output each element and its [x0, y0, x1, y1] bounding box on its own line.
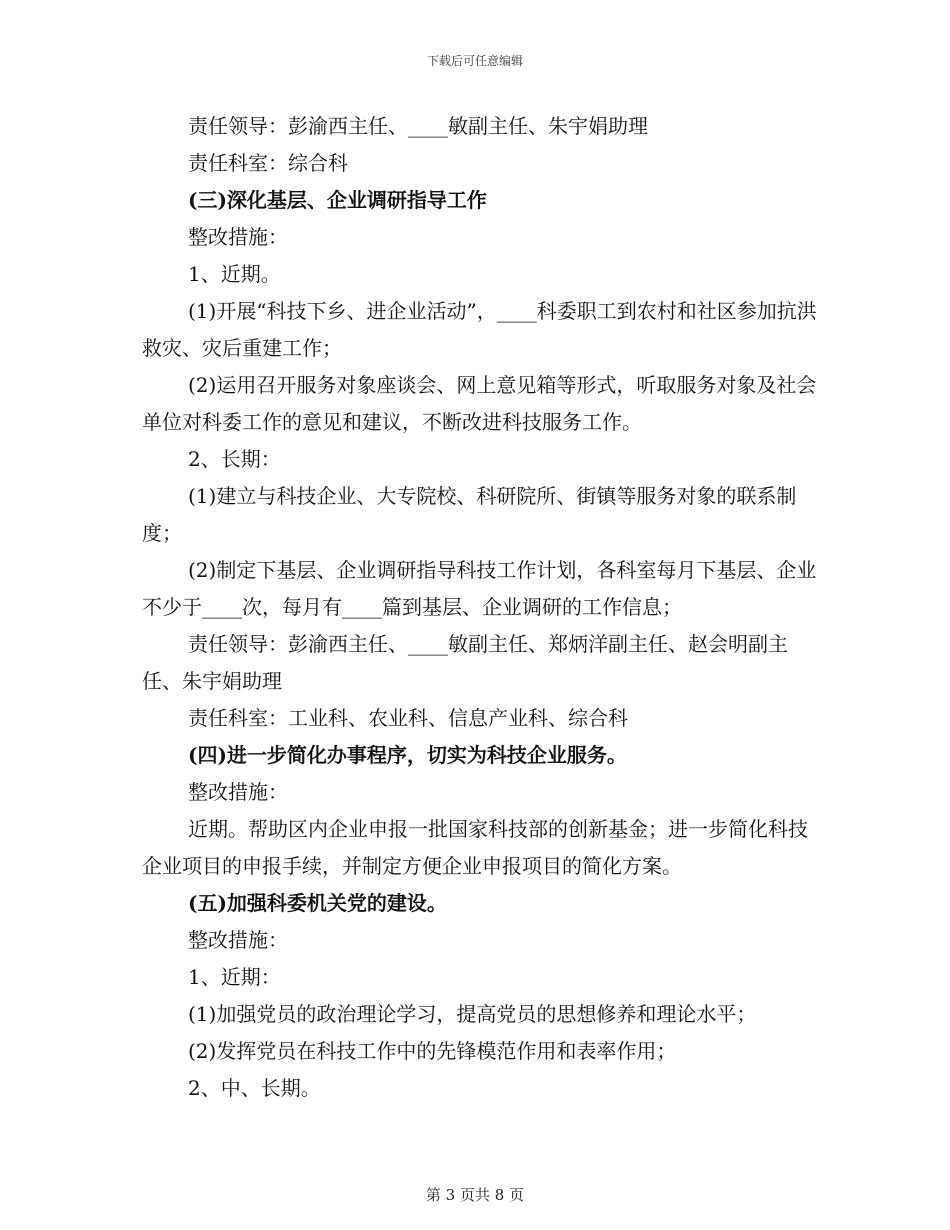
paragraph-item: (1)建立与科技企业、大专院校、科研院所、街镇等服务对象的联系制度； — [142, 484, 797, 545]
paragraph-responsible-leaders: 责任领导：彭渝西主任、____敏副主任、郑炳洋副主任、赵会明副主任、朱宇娟助理 — [142, 632, 788, 693]
paragraph-measures-label: 整改措施： — [188, 928, 288, 952]
paragraph-short-term: 1、近期： — [188, 965, 281, 989]
paragraph-item: (1)加强党员的政治理论学习，提高党员的思想修养和理论水平； — [188, 1002, 757, 1026]
paragraph-responsible-office: 责任科室：工业科、农业科、信息产业科、综合科 — [188, 706, 628, 730]
section-heading-4: (四)进一步简化办事程序，切实为科技企业服务。 — [188, 743, 627, 767]
document-body — [142, 108, 822, 1107]
section-heading-3: (三)深化基层、企业调研指导工作 — [188, 188, 487, 212]
paragraph-responsible-office: 责任科室：综合科 — [188, 151, 348, 175]
paragraph-mid-long-term: 2、中、长期。 — [188, 1076, 321, 1100]
paragraph-item: (2)运用召开服务对象座谈会、网上意见箱等形式，听取服务对象及社会单位对科委工作的意见和建议，不断改进科技服务工作。 — [142, 373, 817, 434]
paragraph-item: (2)制定下基层、企业调研指导科技工作计划，各科室每月下基层、企业不少于____次，每月有____篇到基层、企业调研的工作信息； — [142, 558, 817, 619]
paragraph-measures-label: 整改措施： — [188, 225, 288, 249]
paragraph-item: (2)发挥党员在科技工作中的先锋模范作用和表率作用； — [188, 1039, 677, 1063]
section-heading-5: (五)加强科委机关党的建设。 — [188, 891, 447, 915]
page-header: 下载后可任意编辑 — [426, 54, 523, 68]
paragraph-item: (1)开展“科技下乡、进企业活动”，____科委职工到农村和社区参加抗洪救灾、灾后重建工作； — [142, 299, 817, 360]
page-footer: 第 3 页共 8 页 — [425, 1186, 525, 1204]
paragraph-short-term: 1、近期。 — [188, 262, 281, 286]
paragraph-item: 近期。帮助区内企业申报一批国家科技部的创新基金；进一步简化科技企业项目的申报手续，并制定方便企业申报项目的简化方案。 — [142, 817, 808, 878]
paragraph-measures-label: 整改措施： — [188, 780, 288, 804]
paragraph-long-term: 2、长期： — [188, 447, 281, 471]
paragraph-responsible-leaders: 责任领导：彭渝西主任、____敏副主任、朱宇娟助理 — [188, 114, 648, 138]
